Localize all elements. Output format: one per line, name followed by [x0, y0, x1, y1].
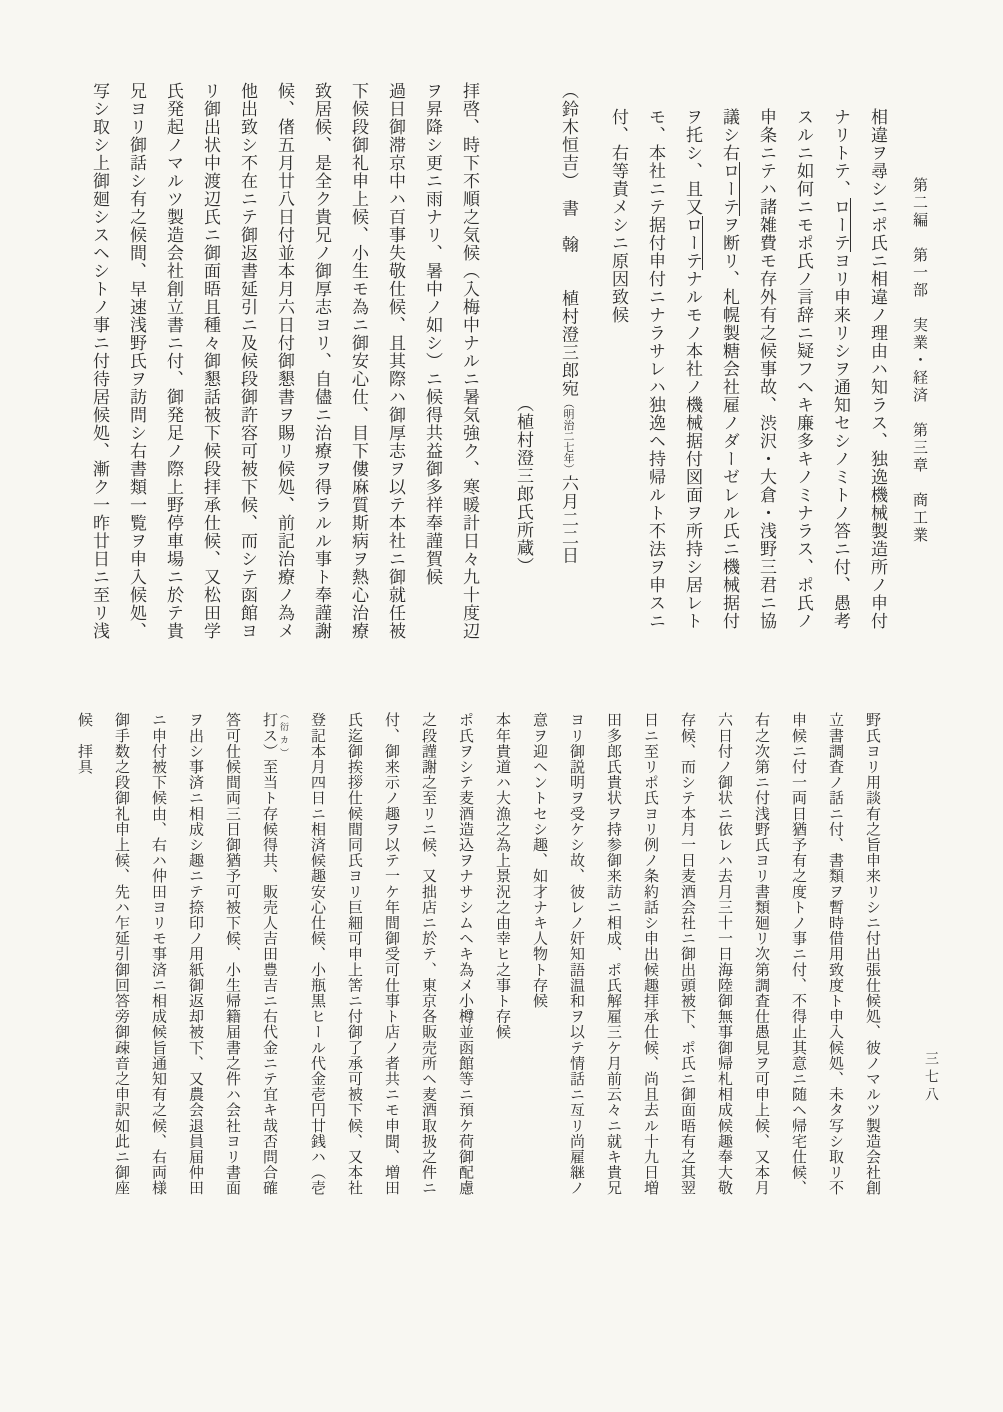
text-segment: 過日御滞京中ハ百事失敬仕候、且其際ハ御厚志ヲ以テ本社ニ御就任被 — [385, 82, 405, 640]
text-column — [606, 712, 621, 1217]
text-segment: 田多郎氏貴状ヲ持参御来訪ニ相成、ポ氏解雇三ケ月前云々ニ就キ貴兄 — [605, 712, 623, 1196]
text-segment: 付、御来示ノ趣ヲ以テ一ケ年間御受可仕事ト店ノ者共ニモ申聞、増田 — [383, 712, 401, 1196]
text-column — [384, 712, 399, 1217]
text-segment: （植村澄三郎氏所蔵） — [513, 395, 533, 575]
text-segment: ナルモノ本社ノ機械据付図面ヲ所持シ居レト — [682, 270, 702, 630]
text-column — [754, 712, 769, 1217]
text-segment: （鈴木恒吉） 書 翰 植村澄三郎宛 — [558, 82, 578, 398]
text-segment: 第二編 第一部 実業・経済 第三章 商工業 — [911, 177, 929, 545]
text-segment: 付、右等責メシニ原因致候 — [608, 108, 628, 324]
text-segment: 申候ニ付一両日猶予有之度トノ事ニ付、不得止其意ニ随ヘ帰宅仕候、 — [790, 712, 808, 1196]
text-column — [643, 712, 658, 1217]
text-segment: リ御出状中渡辺氏ニ御面晤且種々御懇話被下候段拝承仕候、又松田学 — [200, 82, 220, 640]
text-column — [90, 82, 107, 664]
text-segment: 写シ取シ上御廻シスヘシトノ事ニ付待居候処、漸ク一昨廿日ニ至リ浅 — [89, 82, 109, 640]
text-column — [828, 712, 843, 1217]
text-column — [188, 712, 203, 1217]
text-segment: 本年貴道ハ大漁之為上景況之由幸ヒ之事ト存候 — [494, 712, 512, 1040]
text-column — [312, 82, 329, 664]
page-number: 三七八 — [923, 1051, 939, 1105]
text-segment: 氏発起ノマルツ製造会社創立書ニ付、御発足ノ際上野停車場ニ於テ貴 — [163, 82, 183, 640]
text-column — [646, 82, 663, 664]
text-segment: 六日付ノ御状ニ依レハ去月三十一日海陸御無事御帰札相成候趣奉大敬 — [716, 712, 734, 1196]
text-segment: 之段謹謝之至リニ候、又拙店ニ於テ、東京各販売所ヘ麦酒取扱之件ニ — [420, 712, 438, 1196]
text-column — [868, 82, 885, 664]
text-segment: 日ニ至リポ氏ヨリ例ノ条約話シ申出候趣拝承仕候、尚且去ル十九日増 — [642, 712, 660, 1196]
text-segment: 議シ右 — [719, 108, 739, 162]
text-segment: ニ申付被下候由、右ハ仲田ヨリモ事済ニ相成候旨通知有之候、右両様 — [150, 712, 168, 1196]
text-segment: 右之次第ニ付浅野氏ヨリ書類廻リ次第調査仕愚見ヲ可申上候、又本月 — [753, 712, 771, 1196]
editor-note: （衍カ） — [278, 712, 288, 759]
text-segment: 相違ヲ尋シニポ氏ニ相違ノ理由ハ知ラス、独逸機械製造所ノ申付 — [867, 108, 887, 630]
text-column — [569, 712, 584, 1217]
text-segment: 候、偖五月廿八日付並本月六日付御懇書ヲ賜リ候処、前記治療ノ為メ — [274, 82, 294, 640]
text-segment: ポ氏ヲシテ麦酒造込ヲナサシムヘキ為メ小樽並函館等ニ預ケ荷御配慮 — [457, 712, 475, 1196]
text-segment: 兄ヨリ御話シ有之候間、早速浅野氏ヲ訪問シ右書類一覧ヲ申入候処、 — [126, 82, 146, 640]
text-segment: ヲ托シ、且又 — [682, 108, 702, 216]
text-segment: ヨリ御説明ヲ受ケシ故、彼レノ奸知語温和ヲ以テ情話ニ亙リ尚雇継ノ — [568, 712, 586, 1196]
text-column — [423, 82, 440, 664]
letter-heading-column — [559, 82, 576, 664]
bottom-text-block — [55, 712, 880, 1217]
text-segment: 答可仕候間両三日御猶予可被下候、小生帰籍届書之件ハ会社ヨリ書面 — [224, 712, 242, 1196]
text-column — [201, 82, 218, 664]
text-column — [757, 82, 774, 664]
text-segment: スルニ如何ニモポ氏ノ言辞ニ疑フヘキ廉多キノミナラス、ポ氏ノ — [793, 108, 813, 630]
text-column — [349, 82, 366, 664]
text-column — [386, 82, 403, 664]
annotated-text: 打ス） （衍カ） — [261, 712, 288, 759]
text-column — [127, 82, 144, 664]
closing-column — [77, 712, 92, 1217]
text-segment: 拝啓、時下不順之気候（入梅中ナルニ暑気強ク、寒暖計日々九十度辺 — [459, 82, 479, 640]
text-segment: 下候段御礼申上候、小生モ為ニ御安心仕、目下僂麻質斯病ヲ熱心治療 — [348, 82, 368, 640]
text-column — [151, 712, 166, 1217]
small-inline-note: （明治二七年） — [562, 397, 575, 475]
text-segment: 氏迄御挨拶仕候間同氏ヨリ巨細可申上筈ニ付御了承可被下候、又本社 — [346, 712, 364, 1196]
text-segment: 御手数之段御礼申上候、先ハ乍延引御回答旁御疎音之申訳如此ニ御座 — [113, 712, 131, 1196]
running-head — [912, 82, 927, 664]
text-segment: 野氏ヨリ用談有之旨申来リシニ付出張仕候処、彼ノマルツ製造会社創 — [864, 712, 882, 1196]
text-segment: 存候、而シテ本月一日麦酒会社ニ御出頭被下、ポ氏ニ御面晤有之其翌 — [679, 712, 697, 1196]
text-column — [609, 82, 626, 664]
text-segment: ヲ出シ事済ニ相成シ趣ニテ捺印ノ用紙御返却被下、又農会退員届仲田 — [187, 712, 205, 1196]
text-segment: 申条ニテハ諸雑費モ存外有之候事故、渋沢・大倉・浅野三君ニ協 — [756, 108, 776, 630]
text-segment: 六月二二日 — [558, 474, 578, 565]
text-segment: 至当ト存候得共、販売人吉田豊吉ニ右代金ニテ宜キ哉否問合確 — [261, 758, 279, 1196]
text-column — [717, 712, 732, 1217]
text-segment: 意ヲ迎ヘントセシ趣、如才ナキ人物ト存候 — [531, 712, 549, 1009]
proper-noun-marked-text: ローテ — [830, 198, 850, 252]
text-column — [262, 712, 288, 1217]
text-column — [421, 712, 436, 1217]
text-segment: モ、本社ニテ据付申付ニナラサレハ独逸ヘ持帰ルト不法ヲ申スニ — [645, 108, 665, 630]
text-column — [347, 712, 362, 1217]
text-segment: 致居候、是全ク貴兄ノ御厚志ヨリ、自儘ニ治療ヲ得ラルル事ト奉謹謝 — [311, 82, 331, 640]
text-column — [791, 712, 806, 1217]
text-segment: 候 拝具 — [76, 712, 94, 775]
text-column — [114, 712, 129, 1217]
text-column — [164, 82, 181, 664]
text-column — [794, 82, 811, 664]
text-segment: ヨリ申来リシヲ通知セシノミトノ答ニ付、愚考 — [830, 252, 850, 630]
text-column — [225, 712, 240, 1217]
text-segment: 登記本月四日ニ相済候趣安心仕候、小瓶黒ヒール代金壱円廿銭ハ（壱 — [309, 712, 327, 1196]
proper-noun-marked-text: ローテ — [682, 216, 702, 270]
text-segment: 立書調査ノ話ニ付、書類ヲ暫時借用致度ト申入候処、未タ写シ取リ不 — [827, 712, 845, 1196]
text-column — [460, 82, 477, 664]
text-segment: ヲ昇降シ更ニ雨ナリ、暑中ノ如シ）ニ候得共益御多祥奉謹賀候 — [422, 82, 442, 586]
text-column — [831, 82, 848, 664]
text-column — [458, 712, 473, 1217]
text-column — [865, 712, 880, 1217]
top-text-block — [70, 82, 927, 664]
text-segment: 他出致シ不在ニテ御返書延引ニ及候段御許容可被下候、而シテ函館ヨ — [237, 82, 257, 640]
text-column — [680, 712, 695, 1217]
text-column — [532, 712, 547, 1217]
text-segment: ナリトテ、 — [830, 108, 850, 198]
text-segment: ヲ断リ、札幌製糖会社雇ノダーゼレル氏ニ機械据付 — [719, 216, 739, 630]
text-column — [275, 82, 292, 664]
text-column — [310, 712, 325, 1217]
text-column — [683, 82, 700, 664]
proper-noun-marked-text: ローテ — [719, 162, 739, 216]
text-column — [238, 82, 255, 664]
text-column — [720, 82, 737, 664]
text-column — [495, 712, 510, 1217]
letter-provenance-column — [514, 82, 531, 664]
